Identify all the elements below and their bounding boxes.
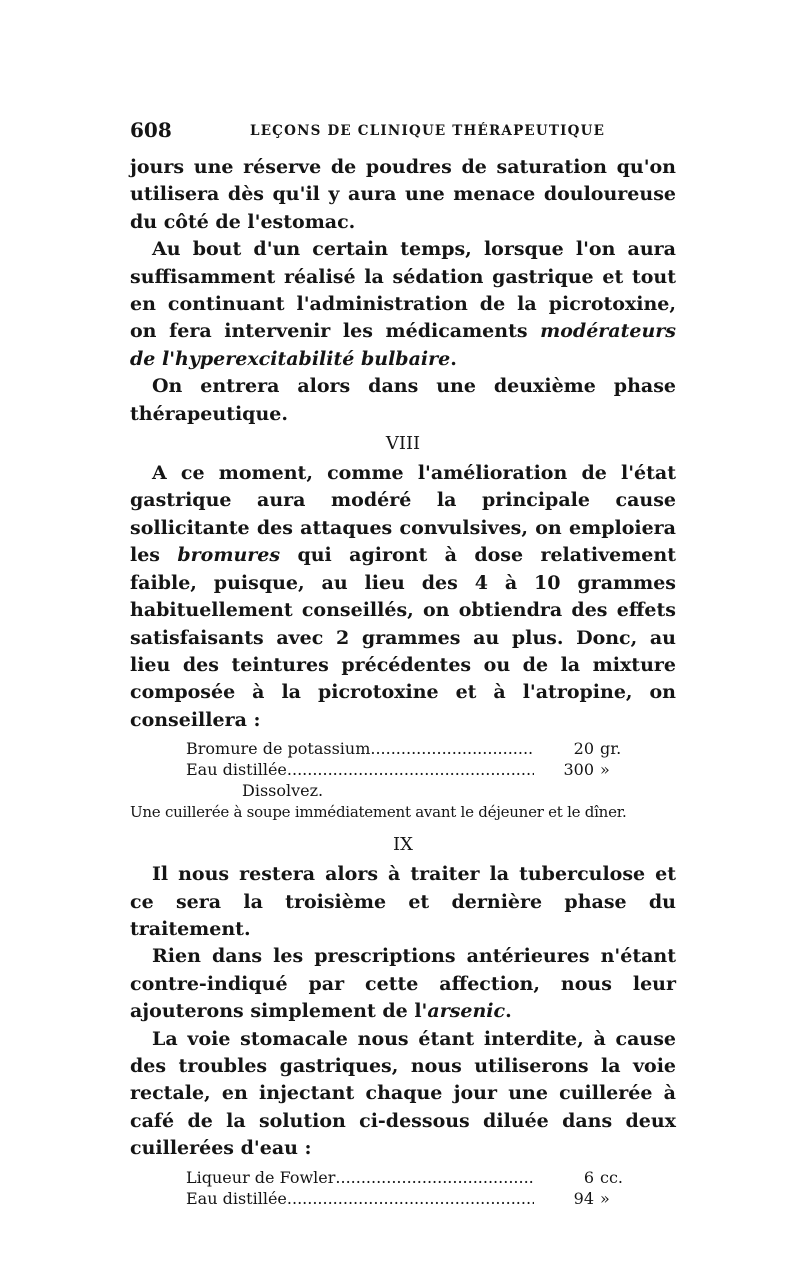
prescription-dosage: Une cuillerée à soupe immédiatement avant le déjeuner et le dîner. [130,803,627,822]
prescription-line: Eau distillée ..... 94 » [186,1188,626,1209]
paragraph-bromures: A ce moment, comme l'amélioration de l'état gastrique aura modéré la principale cause sollicitante des attaques convulsives, on emploiera les bromures qui agiront à dose relativement faible, puisque, au lieu des 4 à 10 grammes habituellement conseillés, on obtiendra des effets satisfaisants avec 2 grammes au plus. Donc, au lieu des teintures précédentes ou de la mixture composée à la picrotoxine et à l'atropine, on conseillera : [130,462,676,731]
leader-dots [370,738,534,759]
section-heading-ix: IX [393,834,413,856]
page-header [130,118,675,148]
paragraph-continuation: jours une réserve de poudres de saturation qu'on utilisera dès qu'il y aura une menace douloureuse du côté de l'estomac. [130,156,676,233]
prescription-bromure [186,738,626,780]
paragraph-sedation: Au bout d'un certain temps, lorsque l'on aura suffisamment réalisé la sédation gastrique et tout en continuant l'administration de la picrotoxine, on fera intervenir les médicaments modérateurs de l'hyperexcitabilité bulbaire. [130,238,676,370]
paragraph-voie-rectale: La voie stomacale nous étant interdite, à cause des troubles gastriques, nous utiliserons la voie rectale, en injectant chaque jour une cuillerée à café de la solution ci-dessous diluée dans deux cuillerées d'eau : [130,1027,676,1160]
leader-dots [335,1167,534,1188]
paragraph-second-phase: On entrera alors dans une deuxième phase thérapeutique. [130,375,676,425]
italic-term: modérateurs de l'hyperexcitabilité bulbaire [130,320,676,370]
paragraph-tuberculose: Il nous restera alors à traiter la tuberculose et ce sera la troisième et dernière phase du traitement. [130,863,676,940]
page-body [130,154,676,1209]
running-title: LEÇONS DE CLINIQUE THÉRAPEUTIQUE [250,123,606,139]
leader-dots [287,1188,534,1209]
paragraph-arsenic: Rien dans les prescriptions antérieures n'étant contre-indiqué par cette affection, nous leur ajouterons simplement de l'arsenic. [130,945,676,1023]
page-number: 608 [130,118,172,142]
prescription-line: Eau distillée ..... 300 » [186,759,626,780]
leader-dots [287,759,534,780]
prescription-line: Bromure de potassium ..... 20 gr. [186,738,626,759]
prescription-line: Liqueur de Fowler ..... 6 cc. [186,1167,626,1188]
italic-term: arsenic [427,1000,506,1023]
section-heading-viii: VIII [385,433,421,455]
prescription-instruction: Dissolvez. [242,781,324,801]
italic-term: bromures [177,544,281,567]
prescription-fowler [186,1167,626,1209]
